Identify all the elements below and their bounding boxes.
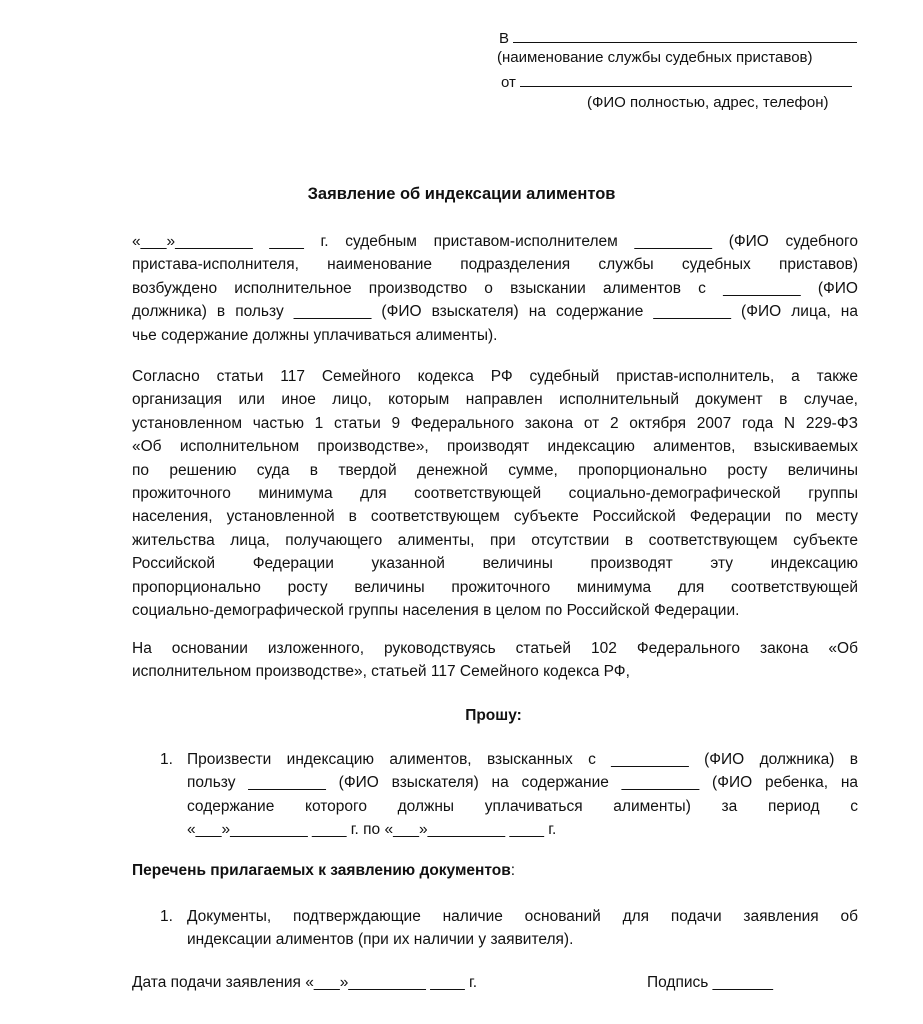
list-item-body [187,905,858,952]
text-line: «___»_________ ____ г. судебным приставом-исполнителем _________ (ФИО судебного [132,233,858,250]
header-to-prefix: В [499,30,510,47]
text-line: пользу _________ (ФИО взыскателя) на содержание _________ (ФИО ребенка, на [187,774,858,792]
list-number: 1. [160,751,173,768]
attachments-heading [132,862,515,880]
text-line: На основании изложенного, руководствуясь статьей 102 Федерального закона «Об [132,640,858,657]
text-line: пристава-исполнителя, наименование подразделения службы судебных приставов) [132,256,858,274]
list-number: 1. [160,908,173,925]
text-line: исполнительном производстве», статьей 117 Семейного кодекса РФ, [132,663,630,681]
attachments-heading-text: Перечень прилагаемых к заявлению документов [132,862,511,879]
text-line: прожиточного минимума для соответствующей социально-демографической группы [132,484,858,502]
text-line: индексации алиментов (при их наличии у заявителя). [187,931,574,949]
header-from-blank [520,72,852,87]
text-line: населения, установленной в соответствующем субъекте Российской Федерации по месту [132,508,858,526]
text-line: жительства лица, получающего алименты, при отсутствии в соответствующем субъекте [132,531,858,549]
signature-field: Подпись _______ [647,974,773,991]
text-line: содержание которого должны уплачиваться алименты) за период с [187,797,858,815]
paragraph-legal-basis [132,365,858,622]
text-line: социально-демографической группы населения в целом по Российской Федерации. [132,601,740,619]
document-title: Заявление об индексации алиментов [307,185,616,203]
submission-date: Дата подачи заявления «___»_________ ____ г. [132,974,478,991]
text-line: организация или иное лицо, которым направлен исполнительный документ в случае, [132,391,858,409]
text-line: Произвести индексацию алиментов, взысканных с _________ (ФИО должника) в [187,751,858,768]
header-from-line [501,72,852,91]
text-line: «Об исполнительном производстве», производят индексацию алиментов, взыскиваемых [132,438,858,456]
text-line: по решению суда в твердой денежной сумме, пропорционально росту величины [132,461,858,479]
header-from-caption: (ФИО полностью, адрес, телефон) [587,94,829,111]
header-to-caption: (наименование службы судебных приставов) [497,49,813,66]
text-line: Документы, подтверждающие наличие оснований для подачи заявления об [187,908,858,925]
text-line: должника) в пользу _________ (ФИО взыскателя) на содержание _________ (ФИО лица, на [132,303,858,321]
request-heading: Прошу: [465,707,522,724]
list-item-body [187,748,858,842]
text-line: Российской Федерации указанной величины производят эту индексацию [132,555,858,573]
paragraph-proceedings [132,230,858,347]
header-to-line [499,28,857,47]
paragraph-grounds [132,637,858,684]
header-from-prefix: от [501,74,516,91]
text-line: установленном частью 1 статьи 9 Федерального закона от 2 октября 2007 года N 229-ФЗ [132,414,858,432]
header-to-blank [513,28,857,43]
text-line: «___»_________ ____ г. по «___»_________ ____ г. [187,821,557,839]
text-line: чье содержание должны уплачиваться алименты). [132,326,498,344]
text-line: пропорционально росту величины прожиточного минимума для соответствующей [132,578,858,596]
text-line: возбуждено исполнительное производство о взыскании алиментов с _________ (ФИО [132,279,858,297]
attachments-heading-colon: : [510,862,516,879]
text-line: Согласно статьи 117 Семейного кодекса РФ судебный пристав-исполнитель, а также [132,368,858,385]
